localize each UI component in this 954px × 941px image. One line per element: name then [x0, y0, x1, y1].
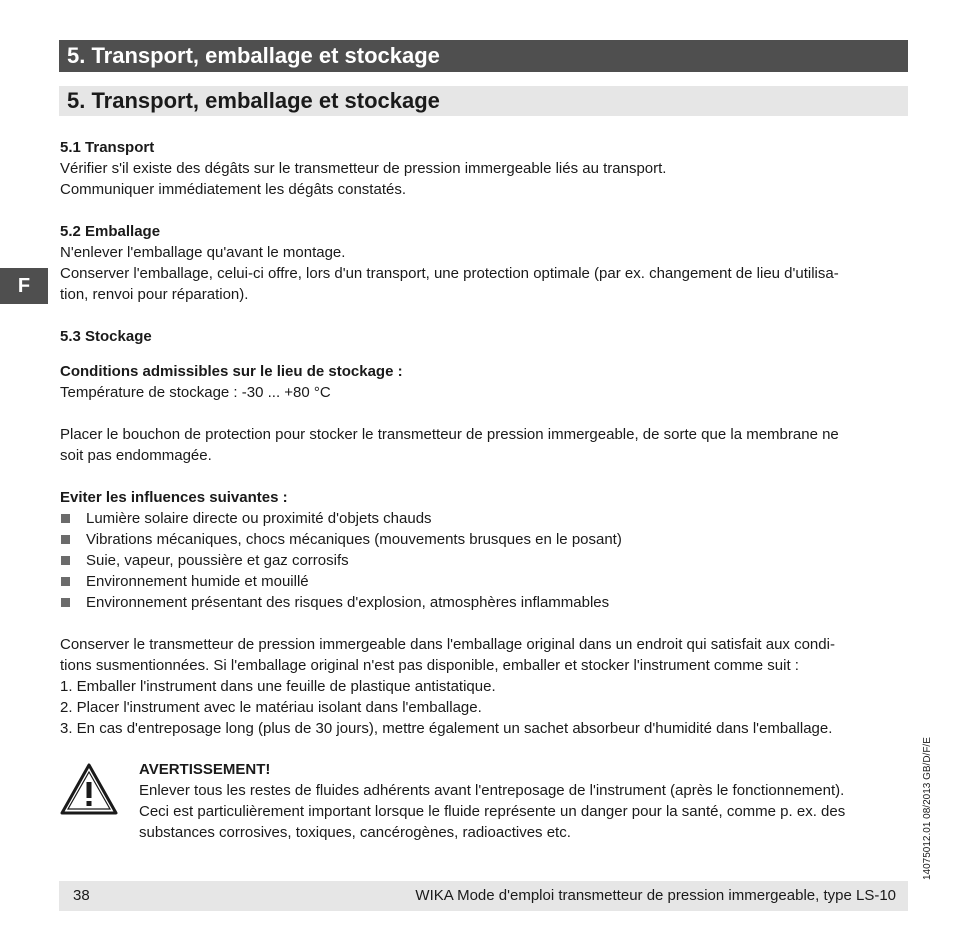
- transport-text-1: Vérifier s'il existe des dégâts sur le transmetteur de pression immergeable liés au transport.: [60, 160, 667, 177]
- bullet-square-icon: [61, 514, 70, 523]
- storage-temperature: Température de stockage : -30 ... +80 °C: [60, 384, 331, 401]
- chapter-title-top: 5. Transport, emballage et stockage: [67, 43, 440, 68]
- heading-transport: 5.1 Transport: [60, 139, 155, 156]
- warning-box: [60, 759, 908, 849]
- list-item: Environnement présentant des risques d'explosion, atmosphères inflammables: [60, 592, 908, 613]
- list-item: Suie, vapeur, poussière et gaz corrosifs: [60, 550, 908, 571]
- bullet-square-icon: [61, 556, 70, 565]
- list-item: Environnement humide et mouillé: [60, 571, 908, 592]
- heading-emballage: 5.2 Emballage: [60, 223, 161, 240]
- page-footer: [59, 881, 908, 911]
- warning-text: [139, 759, 908, 843]
- bouchon-text-1: Placer le bouchon de protection pour stocker le transmetteur de pression immergeable, de sorte que la membrane ne: [60, 426, 839, 443]
- doc-reference: 14075012.01 08/2013 GB/D/F/E: [922, 737, 933, 880]
- emballage-text-2: Conserver l'emballage, celui-ci offre, lors d'un transport, une protection optimale (par ex. changement de lieu d'utilisa-: [60, 265, 839, 282]
- language-tab: F: [0, 268, 48, 304]
- bullet-square-icon: [61, 535, 70, 544]
- emballage-text-3: tion, renvoi pour réparation).: [60, 286, 249, 303]
- warning-line-2: Ceci est particulièrement important lorsque le fluide représente un danger pour la santé, comme p. ex. des: [139, 803, 846, 820]
- influences-heading: Eviter les influences suivantes :: [60, 489, 288, 506]
- emballage-text-1: N'enlever l'emballage qu'avant le montage.: [60, 244, 346, 261]
- transport-text-2: Communiquer immédiatement les dégâts constatés.: [60, 181, 406, 198]
- warning-title: AVERTISSEMENT!: [139, 761, 271, 778]
- section-header-bar: [59, 86, 908, 116]
- conserver-text-2: tions susmentionnées. Si l'emballage original n'est pas disponible, emballer et stocker l'instrument comme suit :: [60, 657, 799, 674]
- main-content: [60, 137, 908, 739]
- conserver-text-1: Conserver le transmetteur de pression immergeable dans l'emballage original dans un endroit qui satisfait aux condi-: [60, 636, 835, 653]
- warning-triangle-icon: [60, 763, 118, 815]
- step-3: 3. En cas d'entreposage long (plus de 30 jours), mettre également un sachet absorbeur d'humidité dans l'emballage.: [60, 720, 833, 737]
- warning-line-1: Enlever tous les restes de fluides adhérents avant l'entreposage de l'instrument (après le fonctionnement).: [139, 782, 845, 799]
- footer-doc-title: WIKA Mode d'emploi transmetteur de pression immergeable, type LS-10: [415, 887, 896, 904]
- list-item: Vibrations mécaniques, chocs mécaniques (mouvements brusques en le posant): [60, 529, 908, 550]
- list-item: Lumière solaire directe ou proximité d'objets chauds: [60, 508, 908, 529]
- influences-list: [60, 508, 908, 613]
- warning-line-3: substances corrosives, toxiques, cancérogènes, radioactives etc.: [139, 824, 571, 841]
- step-2: 2. Placer l'instrument avec le matériau isolant dans l'emballage.: [60, 699, 482, 716]
- step-1: 1. Emballer l'instrument dans une feuille de plastique antistatique.: [60, 678, 496, 695]
- chapter-header-bar: [59, 40, 908, 72]
- conditions-heading: Conditions admissibles sur le lieu de stockage :: [60, 363, 403, 380]
- page-title: 5. Transport, emballage et stockage: [67, 88, 440, 113]
- heading-stockage: 5.3 Stockage: [60, 328, 152, 345]
- page-number: 38: [73, 887, 90, 904]
- bullet-square-icon: [61, 577, 70, 586]
- bullet-square-icon: [61, 598, 70, 607]
- bouchon-text-2: soit pas endommagée.: [60, 447, 212, 464]
